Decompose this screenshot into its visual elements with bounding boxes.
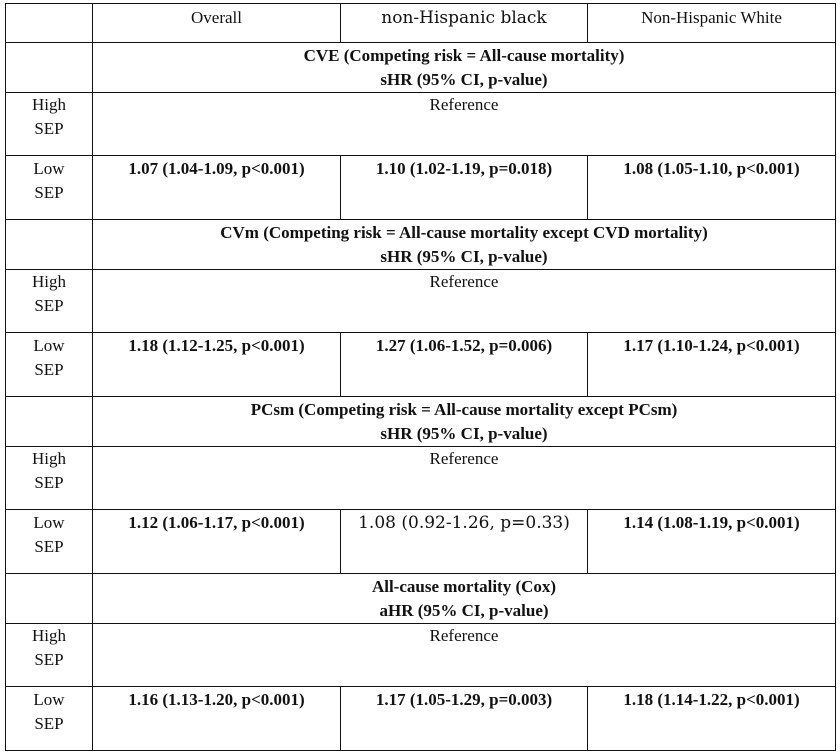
low-sep-row xyxy=(6,687,836,751)
section-title-cell xyxy=(93,397,836,447)
row-label-line: High xyxy=(32,95,66,114)
row-label-line: SEP xyxy=(34,650,64,669)
section-header-row xyxy=(6,43,836,93)
results-table xyxy=(5,3,836,751)
row-label-line: Low xyxy=(33,690,65,709)
header-non-hispanic-black: non-Hispanic black xyxy=(341,4,588,43)
section-header-row xyxy=(6,397,836,447)
section-title: CVm (Competing risk = All-cause mortality except CVD mortality) xyxy=(220,223,708,242)
section-title: CVE (Competing risk = All-cause mortality) xyxy=(303,46,625,65)
reference-cell: Reference xyxy=(93,93,836,156)
row-label-high-sep xyxy=(6,270,93,333)
low-sep-row xyxy=(6,156,836,220)
high-sep-row xyxy=(6,93,836,156)
section-subtitle: sHR (95% CI, p-value) xyxy=(380,247,548,266)
row-label-low-sep xyxy=(6,687,93,751)
reference-cell: Reference xyxy=(93,447,836,510)
low-sep-row xyxy=(6,510,836,574)
high-sep-row xyxy=(6,447,836,510)
section-subtitle: sHR (95% CI, p-value) xyxy=(380,70,548,89)
row-label-line: SEP xyxy=(34,473,64,492)
section-subtitle: sHR (95% CI, p-value) xyxy=(380,424,548,443)
value-non-hispanic-black: 1.27 (1.06-1.52, p=0.006) xyxy=(341,333,588,397)
row-label-line: Low xyxy=(33,513,65,532)
row-label-low-sep xyxy=(6,510,93,574)
row-label-high-sep xyxy=(6,624,93,687)
row-label-line: Low xyxy=(33,336,65,355)
header-non-hispanic-white: Non-Hispanic White xyxy=(588,4,836,43)
row-label-line: High xyxy=(32,449,66,468)
row-label-line: Low xyxy=(33,159,65,178)
row-label-line: High xyxy=(32,626,66,645)
section-title-cell xyxy=(93,574,836,624)
row-label-line: SEP xyxy=(34,183,64,202)
high-sep-row xyxy=(6,624,836,687)
section-empty-cell xyxy=(6,220,93,270)
section-header-row xyxy=(6,574,836,624)
row-label-high-sep xyxy=(6,447,93,510)
row-label-line: SEP xyxy=(34,119,64,138)
row-label-low-sep xyxy=(6,156,93,220)
section-header-row xyxy=(6,220,836,270)
section-title: All-cause mortality (Cox) xyxy=(371,577,557,596)
row-label-line: SEP xyxy=(34,296,64,315)
section-empty-cell xyxy=(6,43,93,93)
header-overall: Overall xyxy=(93,4,341,43)
reference-cell: Reference xyxy=(93,624,836,687)
value-overall: 1.12 (1.06-1.17, p<0.001) xyxy=(93,510,341,574)
row-label-line: SEP xyxy=(34,537,64,556)
row-label-line: High xyxy=(32,272,66,291)
value-overall: 1.07 (1.04-1.09, p<0.001) xyxy=(93,156,341,220)
row-label-high-sep xyxy=(6,93,93,156)
high-sep-row xyxy=(6,270,836,333)
row-label-line: SEP xyxy=(34,360,64,379)
row-label-line: SEP xyxy=(34,714,64,733)
value-non-hispanic-white: 1.18 (1.14-1.22, p<0.001) xyxy=(588,687,836,751)
value-non-hispanic-white: 1.08 (1.05-1.10, p<0.001) xyxy=(588,156,836,220)
value-non-hispanic-white: 1.17 (1.10-1.24, p<0.001) xyxy=(588,333,836,397)
value-non-hispanic-white: 1.14 (1.08-1.19, p<0.001) xyxy=(588,510,836,574)
section-title: PCsm (Competing risk = All-cause mortality except PCsm) xyxy=(250,400,678,419)
section-subtitle: aHR (95% CI, p-value) xyxy=(379,601,549,620)
row-label-low-sep xyxy=(6,333,93,397)
section-title-cell xyxy=(93,220,836,270)
value-non-hispanic-black: 1.10 (1.02-1.19, p=0.018) xyxy=(341,156,588,220)
section-empty-cell xyxy=(6,574,93,624)
value-overall: 1.16 (1.13-1.20, p<0.001) xyxy=(93,687,341,751)
low-sep-row xyxy=(6,333,836,397)
section-empty-cell xyxy=(6,397,93,447)
value-non-hispanic-black: 1.17 (1.05-1.29, p=0.003) xyxy=(341,687,588,751)
reference-cell: Reference xyxy=(93,270,836,333)
section-title-cell xyxy=(93,43,836,93)
value-non-hispanic-black: 1.08 (0.92-1.26, p=0.33) xyxy=(341,510,588,574)
header-empty-cell xyxy=(6,4,93,43)
value-overall: 1.18 (1.12-1.25, p<0.001) xyxy=(93,333,341,397)
header-row xyxy=(6,4,836,43)
